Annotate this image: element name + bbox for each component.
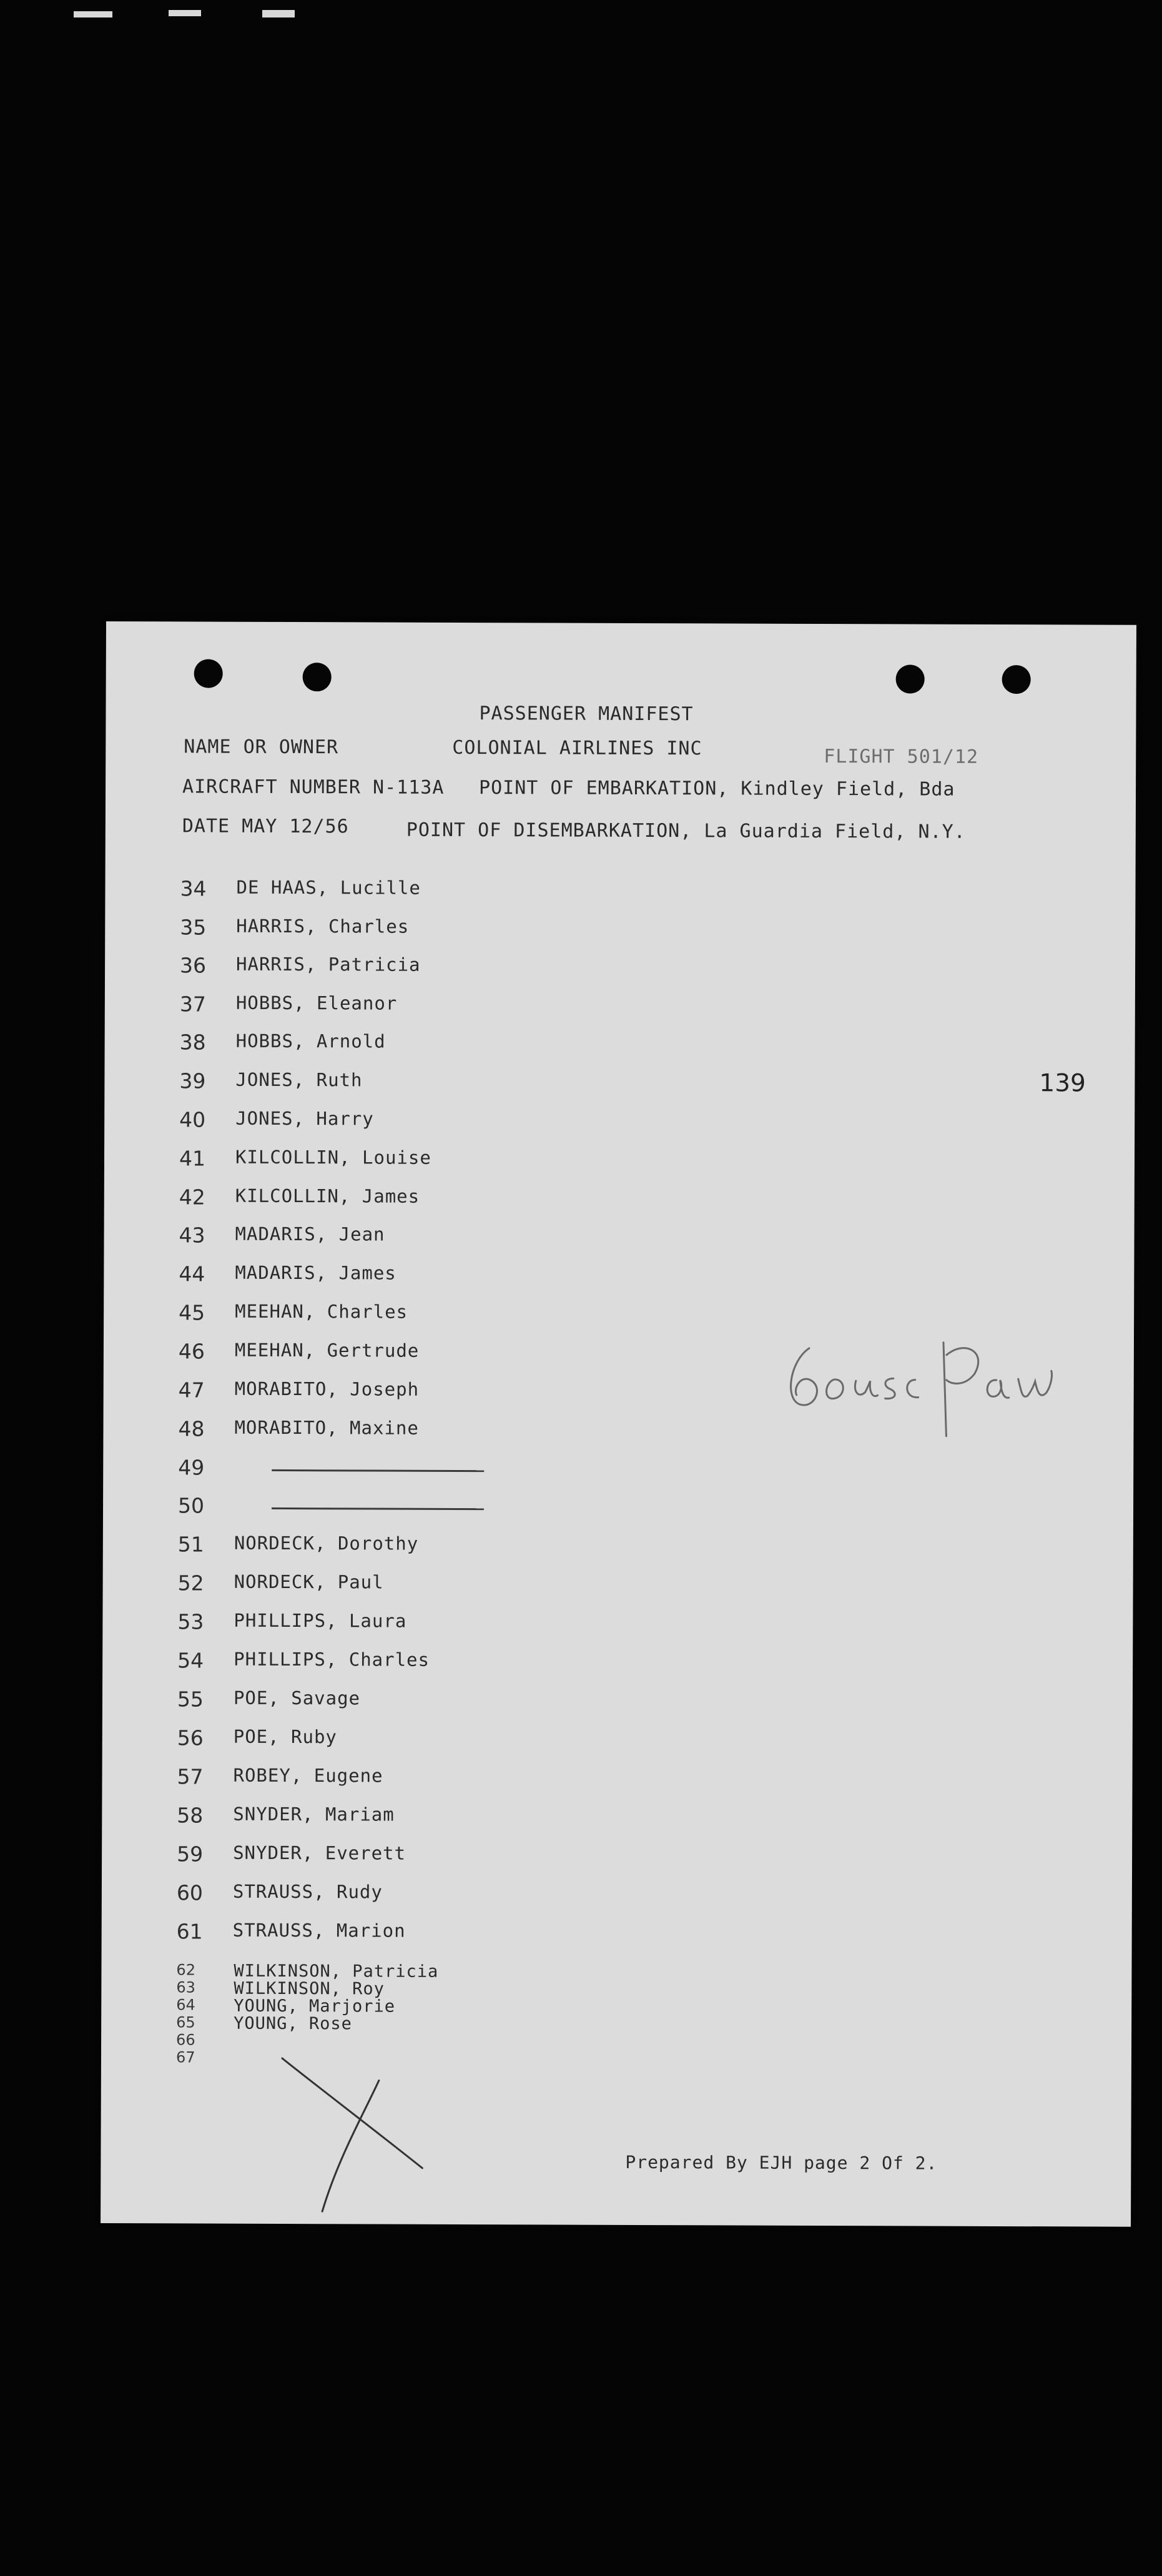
passenger-number: 34 [180, 876, 207, 901]
passenger-number: 54 [177, 1648, 204, 1673]
passenger-name: ROBEY, Eugene [233, 1764, 383, 1787]
passenger-name: MADARIS, Jean [235, 1223, 385, 1245]
passenger-name: JONES, Harry [235, 1107, 374, 1130]
passenger-number: 57 [177, 1764, 204, 1789]
passenger-name: KILCOLLIN, Louise [235, 1146, 431, 1168]
blank-entry-line [272, 1508, 484, 1510]
passenger-number: 51 [177, 1532, 204, 1557]
passenger-number: 39 [179, 1068, 206, 1093]
passenger-name: YOUNG, Marjorie [234, 1996, 396, 2016]
passenger-number: 58 [177, 1803, 204, 1828]
passenger-number: 53 [177, 1609, 204, 1634]
passenger-number: 65 [176, 2013, 195, 2031]
passenger-number: 67 [175, 2048, 195, 2066]
prepared-by-footer: Prepared By EJH page 2 Of 2. [625, 2151, 938, 2174]
passenger-number: 50 [177, 1493, 205, 1518]
passenger-name: POE, Ruby [233, 1725, 337, 1748]
passenger-number: 64 [176, 1996, 195, 2014]
passenger-name: MEEHAN, Charles [235, 1300, 408, 1323]
passenger-name: NORDECK, Dorothy [234, 1532, 419, 1554]
handwritten-note [765, 1305, 1090, 1456]
passenger-name: HOBBS, Eleanor [235, 992, 398, 1014]
passenger-name: MEEHAN, Gertrude [234, 1339, 420, 1361]
passenger-name: DE HAAS, Lucille [236, 876, 421, 899]
passenger-number: 47 [178, 1378, 205, 1403]
passenger-number: 66 [176, 2031, 195, 2049]
passenger-name: JONES, Ruth [235, 1068, 363, 1091]
passenger-number: 45 [179, 1300, 205, 1325]
passenger-name: WILKINSON, Roy [234, 1978, 385, 1999]
passenger-number: 62 [176, 1961, 196, 1979]
punch-hole [1002, 665, 1031, 694]
passenger-number: 48 [178, 1416, 205, 1441]
manifest-title: PASSENGER MANIFEST [479, 703, 694, 726]
film-edge-marks [0, 0, 325, 25]
passenger-number: 59 [177, 1842, 204, 1867]
passenger-name: STRAUSS, Rudy [232, 1880, 383, 1903]
passenger-name: SNYDER, Everett [233, 1842, 406, 1864]
passenger-name: POE, Savage [233, 1687, 361, 1709]
passenger-name: HARRIS, Patricia [236, 953, 421, 975]
punch-hole [303, 663, 332, 691]
punch-hole [194, 659, 223, 688]
passenger-name: STRAUSS, Marion [232, 1919, 406, 1942]
point-of-embarkation: POINT OF EMBARKATION, Kindley Field, Bda [479, 777, 955, 801]
manifest-date: DATE MAY 12/56 [182, 815, 349, 838]
passenger-name: NORDECK, Paul [234, 1571, 384, 1593]
passenger-number: 56 [177, 1725, 204, 1750]
passenger-number: 46 [178, 1339, 205, 1364]
passenger-number: 35 [180, 915, 207, 940]
passenger-name: YOUNG, Rose [234, 2013, 353, 2034]
passenger-name: HARRIS, Charles [236, 915, 410, 937]
passenger-number: 37 [179, 992, 206, 1017]
passenger-name: KILCOLLIN, James [235, 1185, 420, 1207]
passenger-number: 41 [179, 1146, 206, 1171]
passenger-number: 60 [176, 1880, 203, 1905]
passenger-name: WILKINSON, Patricia [234, 1961, 439, 1981]
passenger-number: 63 [176, 1978, 195, 1996]
cross-out-mark [269, 2052, 438, 2221]
passenger-name: SNYDER, Mariam [233, 1803, 395, 1825]
passenger-number: 44 [179, 1261, 205, 1286]
passenger-number: 55 [177, 1687, 204, 1712]
passenger-number: 43 [179, 1223, 205, 1248]
passenger-number: 52 [177, 1571, 204, 1596]
passenger-name: MADARIS, James [235, 1261, 396, 1284]
passenger-name: PHILLIPS, Charles [234, 1648, 430, 1670]
passenger-number: 49 [178, 1455, 205, 1480]
passenger-number: 36 [180, 953, 207, 978]
owner-value: COLONIAL AIRLINES INC [452, 736, 702, 760]
flight-number: FLIGHT 501/12 [824, 746, 979, 768]
point-of-disembarkation: POINT OF DISEMBARKATION, La Guardia Field, N.Y. [406, 819, 966, 843]
passenger-name: HOBBS, Arnold [235, 1030, 386, 1052]
blank-entry-line [272, 1469, 484, 1472]
passenger-name: MORABITO, Joseph [234, 1378, 420, 1400]
aircraft-number: AIRCRAFT NUMBER N-113A [182, 776, 445, 799]
passenger-name: MORABITO, Maxine [234, 1416, 419, 1439]
punch-hole [896, 664, 925, 693]
passenger-number: 61 [176, 1919, 203, 1944]
passenger-number: 42 [179, 1185, 205, 1210]
passenger-number: 40 [179, 1107, 206, 1132]
passenger-name: PHILLIPS, Laura [234, 1609, 407, 1632]
name-or-owner-label: NAME OR OWNER [184, 736, 339, 759]
stamped-page-number: 139 [1039, 1069, 1086, 1098]
passenger-number: 38 [179, 1030, 206, 1055]
manifest-page [101, 621, 1136, 2227]
